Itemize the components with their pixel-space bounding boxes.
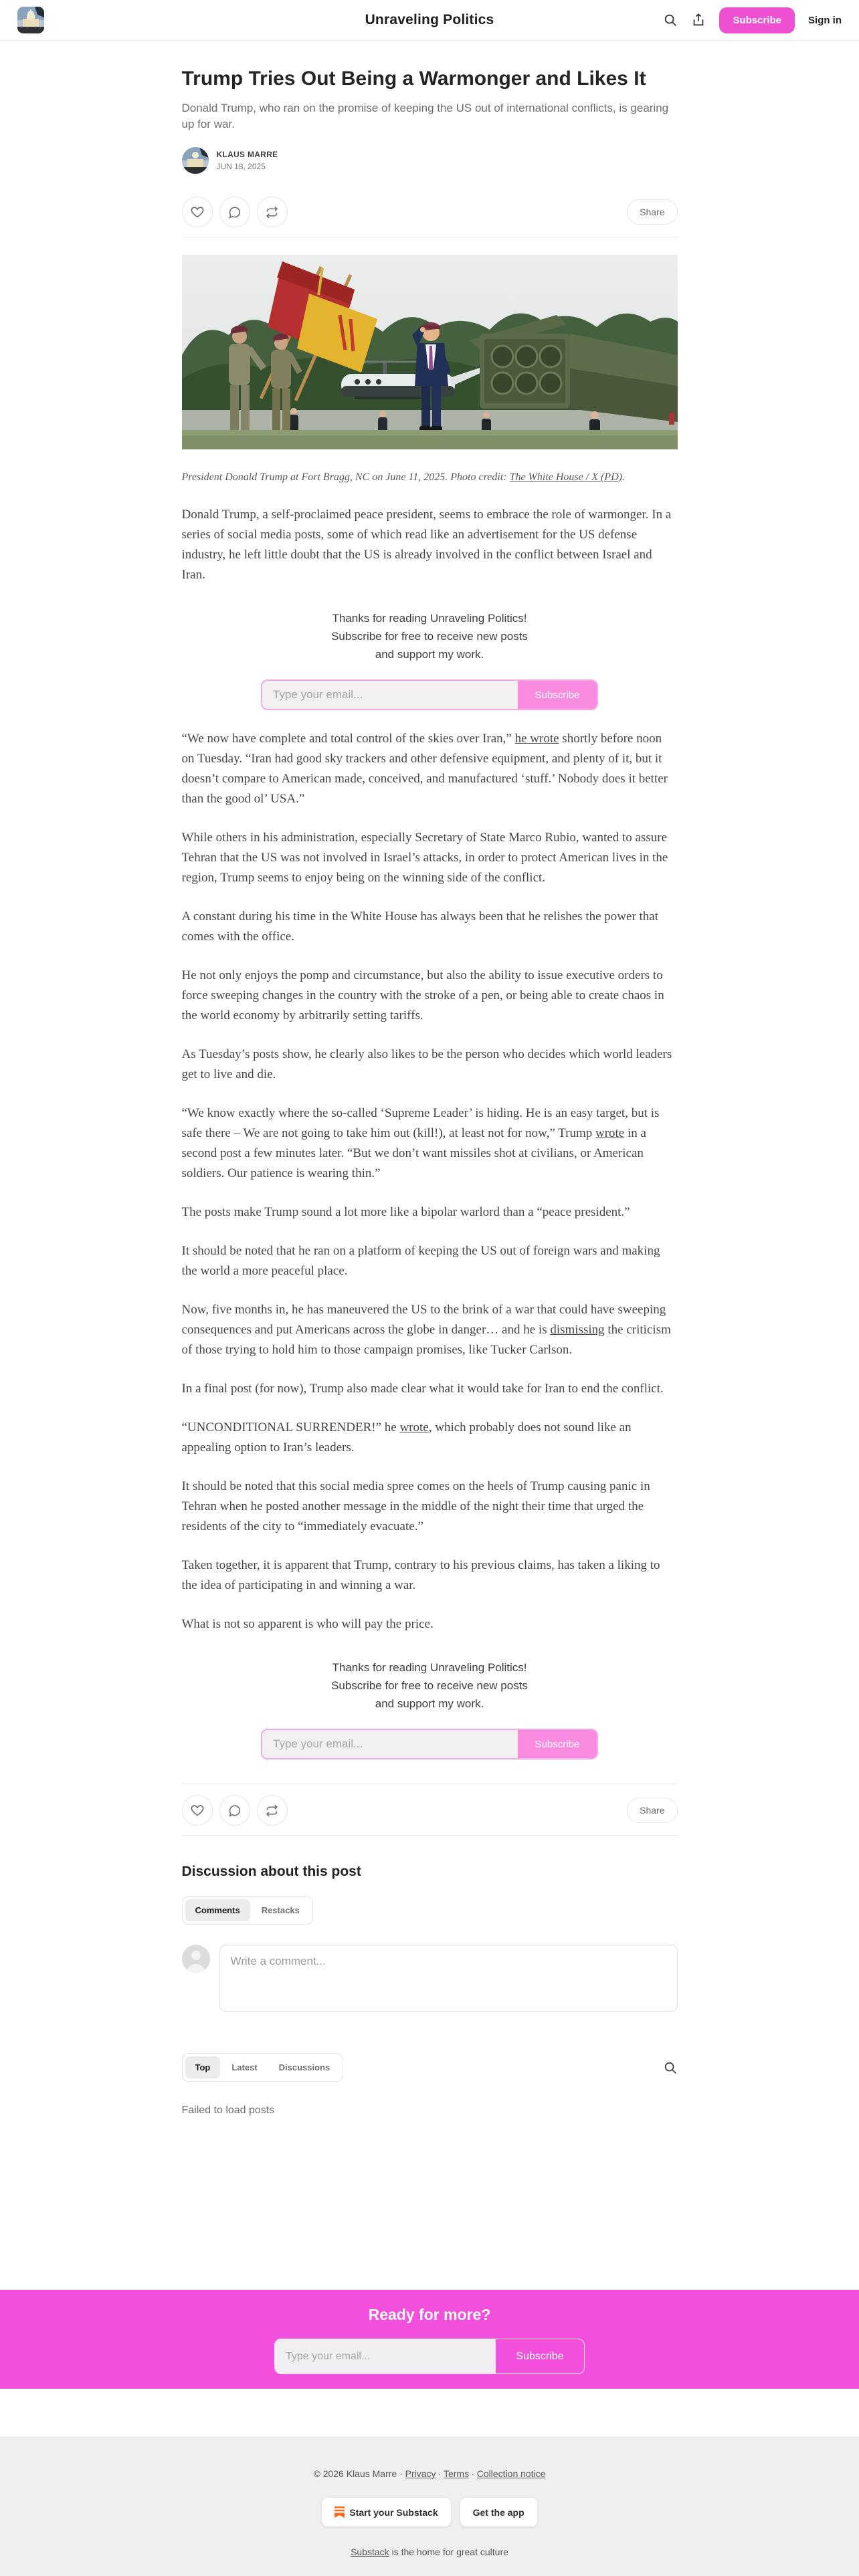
author-avatar-image <box>182 147 209 174</box>
article-paragraph <box>182 1103 678 1184</box>
article-paragraph <box>182 1418 678 1458</box>
paragraph-text: in a second post a few minutes later. “But we don’t want missiles shot at civilians, or American soldiers. Our patience is wearing thin.” <box>181 1126 646 1180</box>
start-substack-button[interactable] <box>322 2498 450 2527</box>
like-button[interactable] <box>182 197 213 227</box>
article-image <box>182 255 678 449</box>
restack-button[interactable] <box>257 1795 288 1826</box>
tab-latest[interactable]: Latest <box>221 2056 267 2078</box>
subscribe-blurb-line2: Subscribe for free to receive new posts <box>331 630 528 643</box>
image-caption <box>182 468 678 486</box>
footer-tagline <box>0 2547 859 2557</box>
article-paragraph <box>182 1477 678 1537</box>
like-icon <box>190 205 205 219</box>
discussion-heading: Discussion about this post <box>181 1864 361 1879</box>
email-input[interactable] <box>275 2339 496 2373</box>
paragraph-text: What is not so apparent is who will pay the price. <box>181 1617 434 1631</box>
paragraph-text: It should be noted that this social media spree comes on the heels of Trump causing panic in Tehran when he posted another message in the middle of the night their time that urged the residents of the city to “immediately evacuate.” <box>181 1479 650 1533</box>
ready-for-more-band <box>0 2290 859 2389</box>
person-icon <box>182 1945 210 1973</box>
inline-link[interactable]: he wrote <box>514 732 559 746</box>
paragraph-text: , which probably does not sound like an appealing option to Iran’s leaders. <box>181 1420 632 1455</box>
paragraph-text: the criticism of those trying to hold him to those campaign promises, like Tucker Carlson. <box>181 1323 671 1357</box>
subscribe-submit-button[interactable]: Subscribe <box>518 1730 597 1758</box>
comment-icon <box>227 205 242 219</box>
paragraph-text: Donald Trump, a self-proclaimed peace president, seems to embrace the role of warmonger. In a series of social media posts, some of which read like an advertisement for the US defense industry, he left little doubt that the US is already involved in the conflict between Israel and Iran. <box>181 508 672 582</box>
post-title: Trump Tries Out Being a Warmonger and Likes It <box>181 68 646 90</box>
paragraph-text: He not only enjoys the pomp and circumstance, but also the ability to issue executive orders to force sweeping changes in the country with the stroke of a pen, or being able to create chaos in the world economy by arbitrarily setting tariffs. <box>181 968 664 1023</box>
publication-title[interactable]: Unraveling Politics <box>365 12 494 27</box>
subscribe-blurb-line3: and support my work. <box>375 1697 484 1710</box>
tab-restacks[interactable]: Restacks <box>252 1899 310 1921</box>
article-paragraph <box>182 505 678 585</box>
tagline-text: is the home for great culture <box>389 2547 508 2557</box>
subscribe-form <box>261 679 598 710</box>
paragraph-text: Taken together, it is apparent that Trump, contrary to his previous claims, has taken a liking to the idea of participating in and winning a war. <box>181 1558 660 1592</box>
article-paragraph <box>182 1379 678 1399</box>
comments-error-message: Failed to load posts <box>181 2105 275 2116</box>
paragraph-text: Now, five months in, he has maneuvered the US to the brink of a war that could have sweeping consequences and put Americans across the globe in danger… and he is <box>181 1303 666 1337</box>
publication-logo[interactable] <box>17 7 44 33</box>
footer-link-collection-notice[interactable]: Collection notice <box>476 2468 546 2479</box>
paragraph-text: “UNCONDITIONAL SURRENDER!” he <box>181 1420 400 1434</box>
article-paragraph <box>182 1045 678 1085</box>
search-icon <box>663 13 678 27</box>
footer-link-privacy[interactable]: Privacy <box>405 2468 436 2479</box>
caption-period: . <box>622 471 625 483</box>
spacer <box>0 2389 859 2437</box>
article-paragraph <box>182 729 678 809</box>
share-button[interactable]: Share <box>627 199 677 225</box>
comment-icon <box>227 1804 242 1818</box>
footer-link-terms[interactable]: Terms <box>443 2468 470 2479</box>
comment-button[interactable] <box>219 197 250 227</box>
subscribe-blurb <box>182 1658 678 1713</box>
inline-link[interactable]: dismissing <box>550 1323 605 1337</box>
spacer <box>0 2117 859 2290</box>
site-footer <box>0 2437 859 2576</box>
tab-discussions[interactable]: Discussions <box>269 2056 341 2078</box>
post-action-bar-bottom <box>182 1784 678 1836</box>
post-action-bar-top <box>182 190 678 237</box>
search-button[interactable] <box>663 13 678 27</box>
article-paragraph <box>182 1300 678 1360</box>
paragraph-text: As Tuesday’s posts show, he clearly also likes to be the person who decides which world leaders get to live and die. <box>181 1047 672 1081</box>
signin-button[interactable]: Sign in <box>808 14 842 26</box>
footer-legal-line <box>0 2468 859 2479</box>
paragraph-text: “We now have complete and total control of the skies over Iran,” <box>181 732 515 746</box>
article-paragraph <box>182 1241 678 1281</box>
comment-search-button[interactable] <box>663 2060 678 2075</box>
article-paragraph <box>182 828 678 888</box>
caption-text: President Donald Trump at Fort Bragg, NC on June 11, 2025. Photo credit: <box>181 471 510 483</box>
paragraph-text: It should be noted that he ran on a platform of keeping the US out of foreign wars and making the world a more peaceful place. <box>181 1244 660 1278</box>
footer-buttons <box>0 2498 859 2527</box>
post-subtitle: Donald Trump, who ran on the promise of keeping the US out of international conflicts, is gearing up for war. <box>181 102 669 130</box>
article-body-part1 <box>182 505 678 585</box>
article-paragraph <box>182 966 678 1026</box>
share-arrow-icon <box>691 13 706 27</box>
article-paragraph <box>182 1614 678 1634</box>
subscribe-blurb <box>182 609 678 663</box>
paragraph-text: A constant during his time in the White House has always been that he relishes the power that comes with the office. <box>181 909 659 944</box>
capitol-logo-image <box>17 7 44 33</box>
article-paragraph <box>182 1202 678 1222</box>
subscribe-blurb-line2: Subscribe for free to receive new posts <box>331 1679 528 1692</box>
tab-comments[interactable]: Comments <box>185 1899 250 1921</box>
comment-composer <box>182 1945 678 2012</box>
article-body-part2 <box>182 729 678 1634</box>
paragraph-text: “We know exactly where the so-called ‘Supreme Leader’ is hiding. He is an easy target, but is safe there – We are not going to take him out (kill!), at least not for now,” Trump <box>181 1106 660 1140</box>
substack-logo-icon <box>335 2506 345 2518</box>
subscribe-widget-bottom <box>182 1658 678 1759</box>
get-app-button[interactable] <box>460 2498 537 2527</box>
get-app-label: Get the app <box>472 2506 524 2518</box>
subscribe-submit-button[interactable]: Subscribe <box>518 681 597 709</box>
substack-link[interactable]: Substack <box>351 2547 389 2557</box>
comment-input[interactable] <box>219 1945 678 2012</box>
header-share-button[interactable] <box>691 13 706 27</box>
site-header <box>0 0 859 41</box>
subscribe-widget <box>182 609 678 710</box>
subscribe-blurb-line3: and support my work. <box>375 648 484 661</box>
author-avatar[interactable] <box>182 147 209 174</box>
subscribe-submit-button[interactable]: Subscribe <box>496 2339 584 2373</box>
like-icon <box>190 1803 205 1818</box>
share-button[interactable]: Share <box>627 1798 677 1823</box>
tab-top[interactable]: Top <box>185 2056 221 2078</box>
subscribe-form <box>261 1729 598 1759</box>
ready-for-more-form <box>274 2339 585 2374</box>
caption-credit-link[interactable]: The White House / X (PD) <box>509 471 622 483</box>
post-date: JUN 18, 2025 <box>216 162 266 171</box>
subscribe-blurb-line1: Thanks for reading Unraveling Politics! <box>332 1661 527 1674</box>
byline-meta <box>217 150 278 171</box>
ready-for-more-heading: Ready for more? <box>368 2306 491 2323</box>
comment-sort-row <box>182 2053 678 2082</box>
sort-tabs <box>182 2053 344 2082</box>
header-actions <box>663 7 842 33</box>
header-subscribe-button[interactable]: Subscribe <box>719 7 795 33</box>
article-paragraph <box>182 907 678 947</box>
comment-button[interactable] <box>219 1795 250 1826</box>
user-avatar <box>182 1945 210 1973</box>
email-input[interactable] <box>262 1730 518 1758</box>
inline-link[interactable]: wrote <box>399 1420 429 1434</box>
paragraph-text: The posts make Trump sound a lot more like a bipolar warlord than a “peace president.” <box>181 1205 630 1219</box>
author-name[interactable]: KLAUS MARRE <box>216 150 278 159</box>
paragraph-text: While others in his administration, especially Secretary of State Marco Rubio, wanted to assure Tehran that the US was not involved in Israel’s attacks, in order to protect American lives in the region, Trump seems to enjoy being on the winning side of the conflict. <box>181 831 668 885</box>
byline <box>182 147 678 174</box>
paragraph-text: In a final post (for now), Trump also made clear what it would take for Iran to end the conflict. <box>181 1382 664 1396</box>
start-substack-label: Start your Substack <box>349 2506 438 2518</box>
footer-links: · Privacy ∙ Terms ∙ Collection notice <box>399 2468 546 2479</box>
restack-icon <box>265 1804 279 1818</box>
inline-link[interactable]: wrote <box>595 1126 625 1140</box>
restack-button[interactable] <box>257 197 288 227</box>
email-input[interactable] <box>262 681 518 709</box>
paragraph-text: shortly before noon on Tuesday. “Iran had good sky trackers and other defensive equipment, and plenty of it, but it doesn’t compare to American made, conceived, and manufactured ‘stuff.’ Nobody does it better than the good ol’ USA.” <box>181 732 668 806</box>
restack-icon <box>265 205 279 219</box>
like-button[interactable] <box>182 1795 213 1826</box>
discussion-tabs <box>182 1896 313 1925</box>
footer-copyright: © 2026 Klaus Marre <box>313 2468 397 2479</box>
fort-bragg-photo <box>182 255 678 449</box>
search-icon <box>663 2060 678 2075</box>
subscribe-blurb-line1: Thanks for reading Unraveling Politics! <box>332 612 527 625</box>
article-paragraph <box>182 1555 678 1596</box>
article <box>182 41 678 2117</box>
